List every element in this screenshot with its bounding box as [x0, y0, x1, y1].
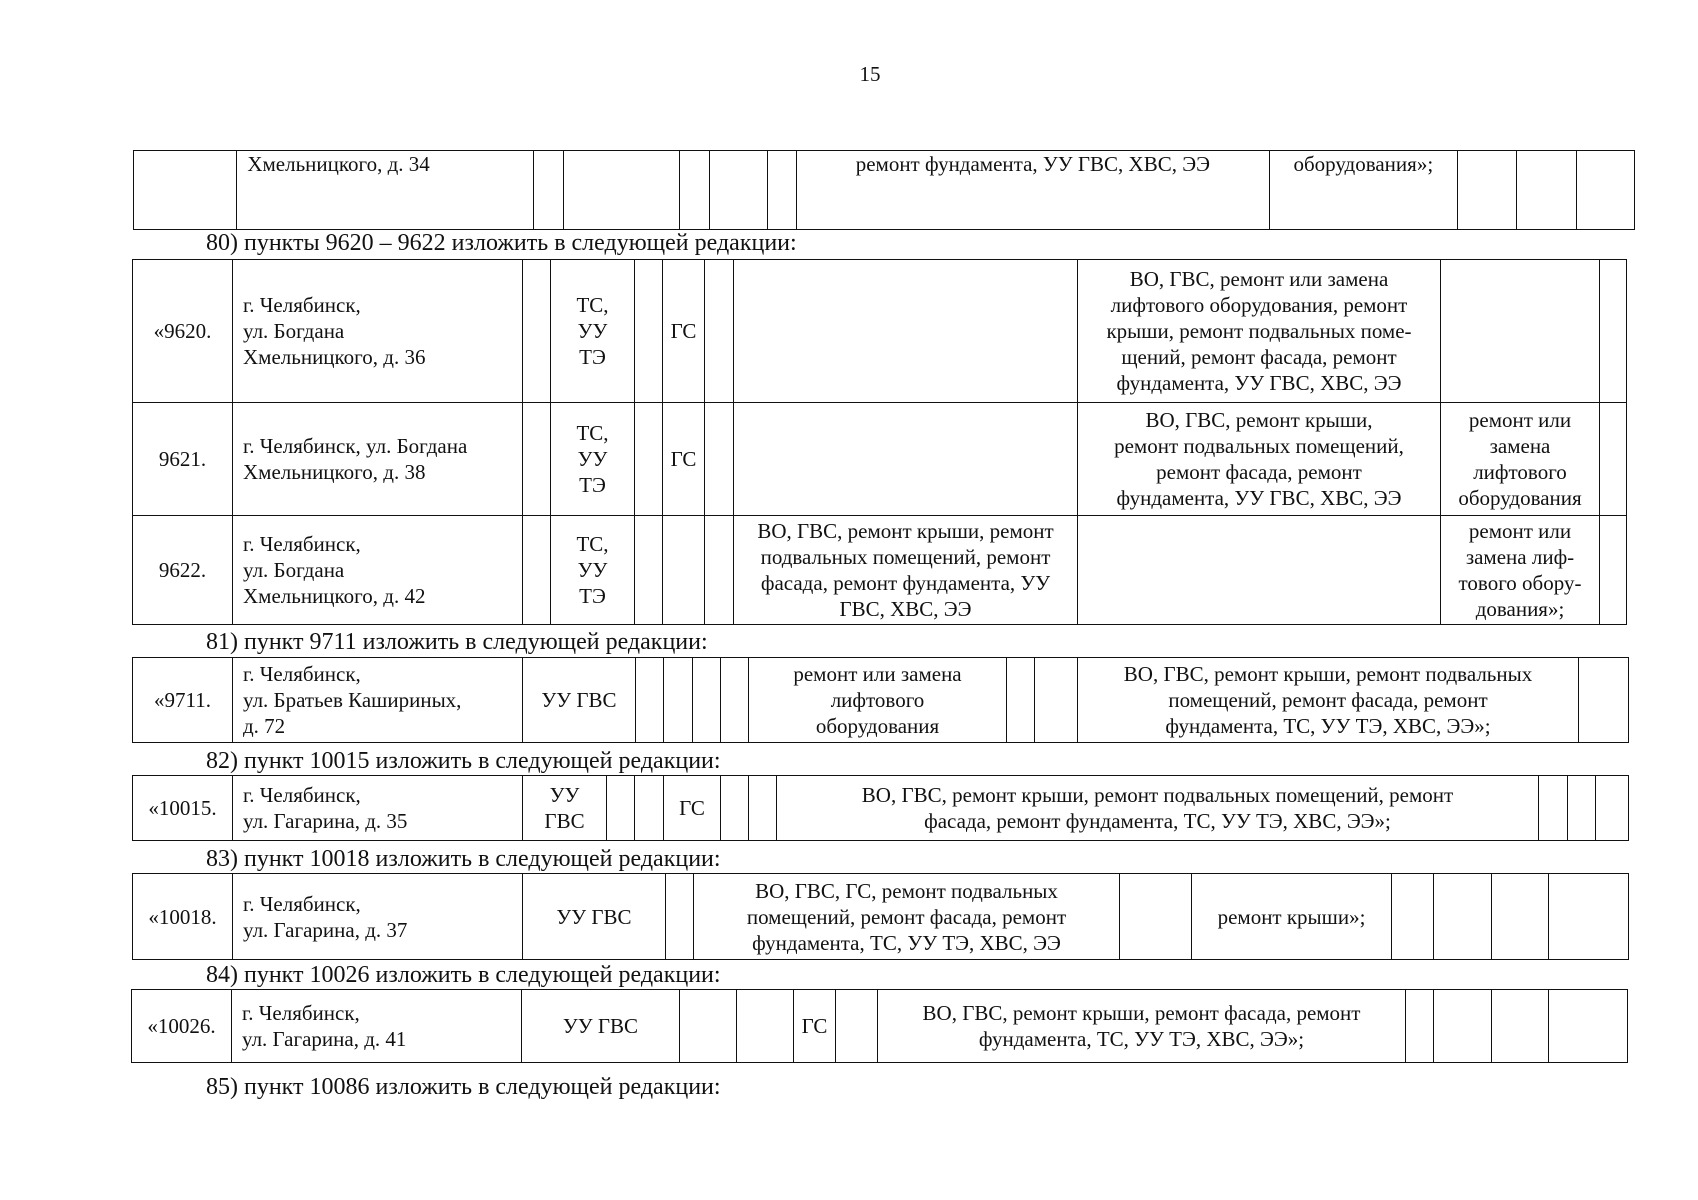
row-number: 9621. — [133, 403, 233, 516]
ts-cell: ТС, УУ ТЭ — [551, 260, 635, 403]
uu-gvs-cell: УУ ГВС — [523, 658, 636, 743]
section-heading-81: 81) пункт 9711 изложить в следующей редакции: — [206, 629, 708, 655]
address-cell: Хмельницкого, д. 34 — [237, 151, 534, 230]
works-cell: ВО, ГВС, ремонт или замена лифтового оборудования, ремонт крыши, ремонт подвальных поме- щений, ремонт фасада, ремонт фундамента, УУ ГВС, ХВС, ЭЭ — [1078, 260, 1441, 403]
table-row — [133, 260, 1627, 403]
ts-cell: ТС, УУ ТЭ — [551, 403, 635, 516]
address-cell: г. Челябинск, ул. Гагарина, д. 35 — [233, 776, 523, 841]
works-cell: ВО, ГВС, ремонт крыши, ремонт подвальных помещений, ремонт фасада, ремонт фундамента, УУ ГВС, ХВС, ЭЭ — [1078, 403, 1441, 516]
works-cell: ВО, ГВС, ремонт крыши, ремонт фасада, ремонт фундамента, ТС, УУ ТЭ, ХВС, ЭЭ»; — [878, 990, 1406, 1063]
section-heading-80: 80) пункты 9620 – 9622 изложить в следующей редакции: — [206, 230, 797, 256]
works-cell: ремонт фундамента, УУ ГВС, ХВС, ЭЭ — [796, 151, 1269, 230]
row-number: 9622. — [133, 516, 233, 625]
section-heading-83: 83) пункт 10018 изложить в следующей редакции: — [206, 846, 721, 872]
section-heading-85: 85) пункт 10086 изложить в следующей редакции: — [206, 1074, 721, 1100]
address-cell: г. Челябинск, ул. Гагарина, д. 37 — [233, 874, 523, 960]
works-cell: ремонт крыши»; — [1192, 874, 1392, 960]
uu-gvs-cell: УУ ГВС — [522, 990, 680, 1063]
section-heading-84: 84) пункт 10026 изложить в следующей редакции: — [206, 962, 721, 988]
uu-gvs-cell: УУ ГВС — [523, 776, 607, 841]
table-row — [133, 516, 1627, 625]
row-number: «10026. — [132, 990, 232, 1063]
row-number: «10018. — [133, 874, 233, 960]
table-row — [133, 403, 1627, 516]
table-row — [133, 776, 1629, 841]
works-cell: ремонт или замена лифтового оборудования — [1441, 403, 1600, 516]
ts-cell: ТС, УУ ТЭ — [551, 516, 635, 625]
table-9620-9622 — [132, 259, 1627, 625]
address-cell: г. Челябинск, ул. Богдана Хмельницкого, д. 42 — [233, 516, 523, 625]
uu-gvs-cell: УУ ГВС — [523, 874, 666, 960]
works-cell: ремонт или замена лиф- тового обору- дования»; — [1441, 516, 1600, 625]
gs-cell: ГС — [663, 260, 705, 403]
address-cell: г. Челябинск, ул. Богдана Хмельницкого, д. 36 — [233, 260, 523, 403]
table-row — [133, 658, 1629, 743]
table-continuation — [133, 150, 1635, 230]
table-9711 — [132, 657, 1629, 743]
works-cell: ремонт или замена лифтового оборудования — [749, 658, 1007, 743]
address-cell: г. Челябинск, ул. Богдана Хмельницкого, д. 38 — [233, 403, 523, 516]
gs-cell: ГС — [664, 776, 721, 841]
works-cell: ВО, ГВС, ремонт крыши, ремонт подвальных помещений, ремонт фасада, ремонт фундамента, ТС, УУ ТЭ, ХВС, ЭЭ»; — [1078, 658, 1579, 743]
address-cell: г. Челябинск, ул. Братьев Кашириных, д. 72 — [233, 658, 523, 743]
works-cell: ВО, ГВС, ГС, ремонт подвальных помещений, ремонт фасада, ремонт фундамента, ТС, УУ ТЭ, ХВС, ЭЭ — [694, 874, 1120, 960]
row-number: «9620. — [133, 260, 233, 403]
address-cell: г. Челябинск, ул. Гагарина, д. 41 — [232, 990, 522, 1063]
page-number: 15 — [859, 62, 881, 86]
table-row — [132, 990, 1628, 1063]
works-cell: ВО, ГВС, ремонт крыши, ремонт подвальных помещений, ремонт фасада, ремонт фундамента, ТС, УУ ТЭ, ХВС, ЭЭ»; — [777, 776, 1539, 841]
gs-cell: ГС — [794, 990, 836, 1063]
works-cell: оборудования»; — [1269, 151, 1457, 230]
table-10015 — [132, 775, 1629, 841]
gs-cell: ГС — [663, 403, 705, 516]
row-number: «9711. — [133, 658, 233, 743]
table-row — [133, 874, 1629, 960]
table-10018 — [132, 873, 1629, 960]
table-row — [134, 151, 1635, 230]
section-heading-82: 82) пункт 10015 изложить в следующей редакции: — [206, 748, 721, 774]
row-number: «10015. — [133, 776, 233, 841]
table-10026 — [131, 989, 1628, 1063]
works-cell: ВО, ГВС, ремонт крыши, ремонт подвальных помещений, ремонт фасада, ремонт фундамента, УУ ГВС, ХВС, ЭЭ — [734, 516, 1078, 625]
